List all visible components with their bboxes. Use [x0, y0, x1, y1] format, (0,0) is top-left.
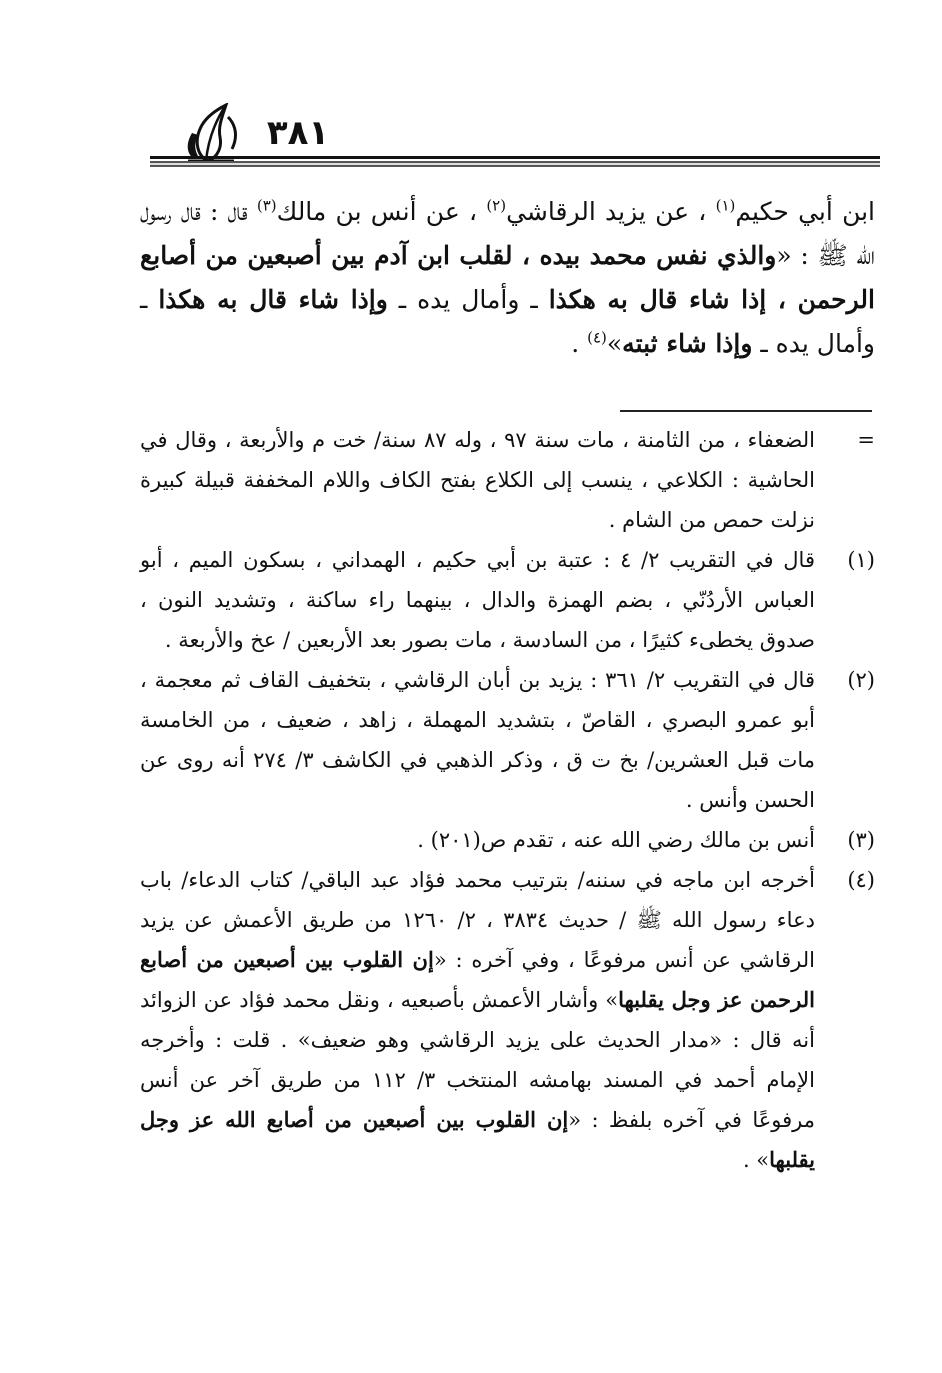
- footnote-ref[interactable]: (٢): [486, 196, 507, 215]
- footnote-text: قال في التقريب ٢/ ٣٦١ : يزيد بن أبان الرقاشي ، بتخفيف القاف ثم معجمة ، أبو عمرو البصري ، القاصّ ، بتشديد المهملة ، زاهد ، ضعيف ، من الخامسة مات قبل العشرين/ بخ ت ق ، وذكر الذهبي في الكاشف ٣/ ٢٧٤ أنه روى عن الحسن وأنس .: [140, 668, 815, 812]
- text-segment: ـ وأمال يده ـ: [387, 285, 549, 314]
- hadith-text: [140, 190, 875, 366]
- footnote-text: قال في التقريب ٢/ ٤ : عتبة بن أبي حكيم ، الهمداني ، بسكون الميم ، أبو العباس الأردُنّي ، بضم الهمزة والدال ، بينهما راء ساكنة ، وتشديد النون ، صدوق يخطىء كثيرًا ، من السادسة ، مات بصور بعد الأربعين / عخ والأربعة .: [140, 548, 815, 652]
- text-segment: » .: [742, 1148, 770, 1172]
- text-segment: قال : قال رسول الله ﷺ : «: [140, 197, 875, 270]
- footnote-marker: (٣): [847, 828, 875, 852]
- page-header: [150, 95, 880, 175]
- text-segment: ـ وأمال يده ـ: [140, 285, 875, 358]
- footnotes-section: [140, 420, 875, 1180]
- header-rule: [150, 155, 880, 169]
- footnote-marker: (٢): [847, 668, 875, 692]
- footnote-divider: [620, 410, 872, 412]
- footnote-marker: (١): [847, 548, 875, 572]
- footnote-continuation: [140, 420, 875, 540]
- footnote-marker: (٤): [847, 868, 875, 892]
- text-segment: ، عن أنس بن مالك: [276, 197, 487, 226]
- hadith-bold-text: وإذا شاء قال به هكذا: [158, 285, 388, 314]
- footnote-ref[interactable]: (٤): [587, 328, 607, 347]
- footnote-ref[interactable]: (١): [715, 196, 736, 215]
- hadith-bold-text: وإذا شاء ثبته: [622, 329, 753, 358]
- text-segment: »: [606, 329, 623, 358]
- text-segment: ، عن يزيد الرقاشي: [506, 197, 716, 226]
- main-paragraph: [140, 190, 875, 366]
- text-segment: ابن أبي حكيم: [735, 197, 876, 226]
- footnote-4: [140, 860, 875, 1180]
- hadith-bold-text: إن القلوب بين أصبعين من أصابع الرحمن عز وجل يقلبها: [140, 947, 815, 1012]
- text-segment: .: [571, 329, 588, 358]
- footnote-text: [140, 860, 815, 1180]
- footnote-2: [140, 660, 875, 820]
- footnote-ref[interactable]: (٣): [256, 196, 277, 215]
- continuation-marker: =: [857, 428, 875, 452]
- text-segment: أخرجه ابن ماجه في سننه/ بترتيب محمد فؤاد عبد الباقي/ كتاب الدعاء/ باب دعاء رسول الله ﷺ / حديث ٣٨٣٤ ، ٢/ ١٢٦٠ من طريق الأعمش عن يزيد الرقاشي عن أنس مرفوعًا ، وفي آخره : «: [140, 868, 816, 972]
- page-number: ٣٨١: [266, 113, 330, 153]
- hadith-bold-text: والذي نفس محمد بيده ، لقلب ابن آدم بين أصبعين من أصابع الرحمن ، إذا شاء قال به هكذا: [140, 241, 875, 314]
- footnote-1: [140, 540, 875, 660]
- text-segment: » وأشار الأعمش بأصبعيه ، ونقل محمد فؤاد عن الزوائد أنه قال : «مدار الحديث على يزيد الرقاشي وهو ضعيف» . قلت : وأخرجه الإمام أحمد في المسند بهامشه المنتخب ٣/ ١١٢ من طريق آخر عن أنس مرفوعًا في آخره بلفظ : «: [140, 988, 815, 1132]
- hadith-bold-text: إن القلوب بين أصبعين من أصابع الله عز وجل يقلبها: [140, 1107, 815, 1172]
- footnote-text: أنس بن مالك رضي الله عنه ، تقدم ص(٢٠١) .: [417, 828, 815, 852]
- footnote-text: الضعفاء ، من الثامنة ، مات سنة ٩٧ ، وله ٨٧ سنة/ خت م والأربعة ، وقال في الحاشية : الكلاعي ، ينسب إلى الكلاع بفتح الكاف واللام المخففة قبيلة كبيرة نزلت حمص من الشام .: [140, 428, 815, 532]
- footnote-3: [140, 820, 875, 860]
